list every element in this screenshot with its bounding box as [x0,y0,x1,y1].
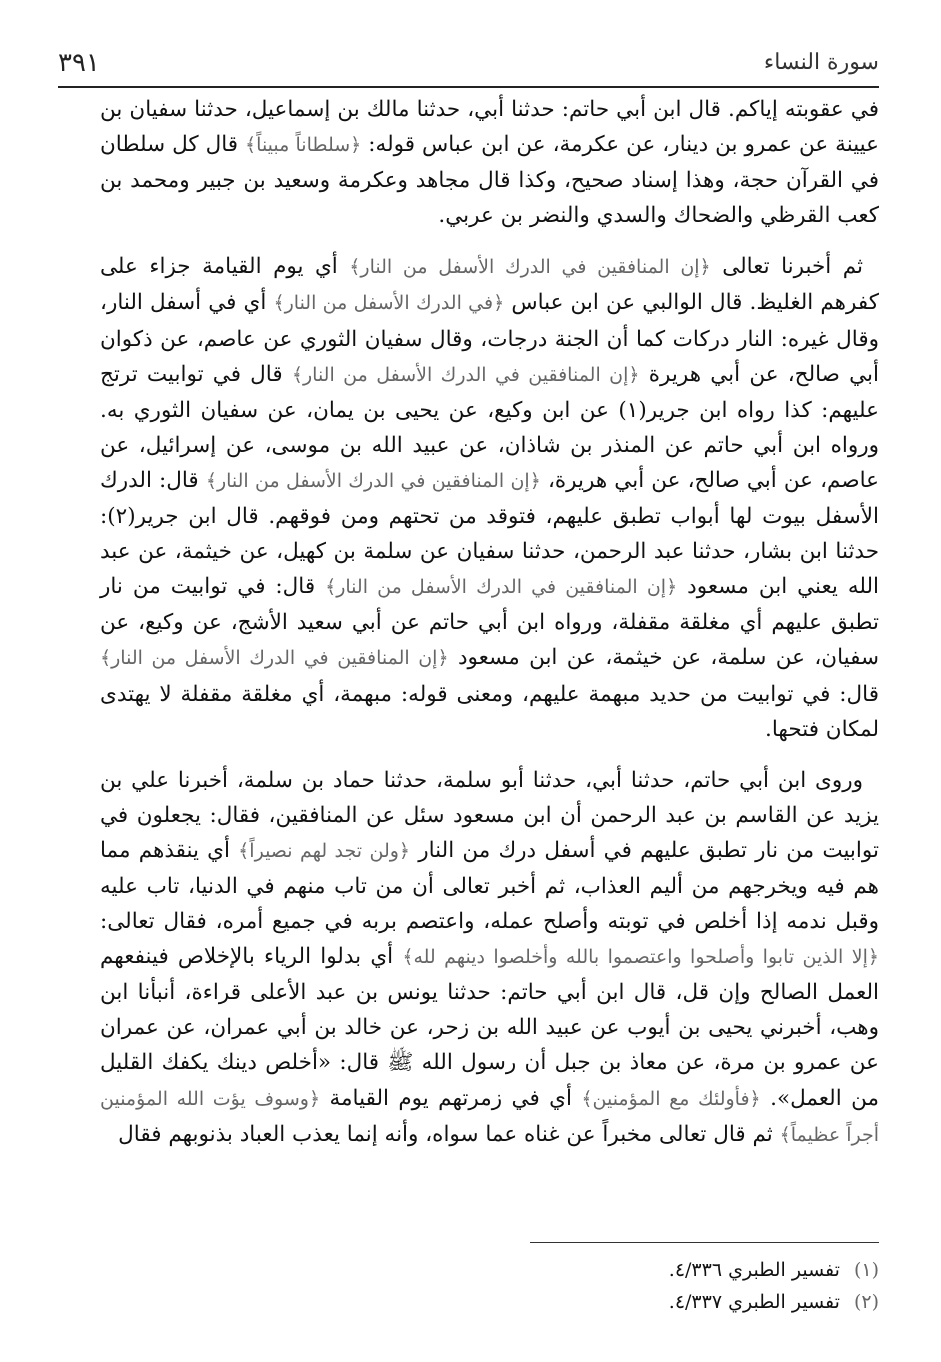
text-segment: أي في زمرتهم يوم القيامة [320,1085,582,1111]
quran-quote: ﴿سلطاناً مبيناً﴾ [245,134,362,157]
quran-quote: ﴿إن المنافقين في الدرك الأسفل من النار﴾ [100,647,449,670]
text-segment: ثم قال تعالى مخبراً عن غناه عما سواه، وأنه إنما يعذب العباد بذنوبهم فقال [118,1121,780,1147]
quran-quote: ﴿إن المنافقين في الدرك الأسفل من النار﴾ [349,256,711,279]
text-segment: في عقوبته إياكم. قال ابن أبي حاتم: حدثنا أبي، حدثنا مالك بن إسماعيل، حدثنا سفيان بن عيينة عن عمرو بن دينار، عن عكرمة، عن ابن عباس قوله: [100,97,879,158]
header-rule [58,86,879,88]
text-segment: وروى ابن أبي حاتم، حدثنا أبي، حدثنا أبو سلمة، حدثنا حماد بن سلمة، أخبرنا علي بن يزيد عن القاسم بن عبد الرحمن أن ابن مسعود سئل عن المنافقين، فقال: يجعلون في توابيت من نار تطبق عليهم في أسفل درك من النار [100,767,879,863]
paragraph [100,92,879,233]
quran-quote: ﴿إن المنافقين في الدرك الأسفل من النار﴾ [325,576,678,599]
footnote-text: تفسير الطبري ٤/٣٣٦. [668,1259,840,1281]
footnote [400,1254,879,1286]
text-segment: ثم أخبرنا تعالى [710,254,864,280]
text-segment: قال في توابيت ترتج عليهم: كذا رواه ابن جرير(١) عن ابن وكيع، عن يحيى بن يمان، عن سفيان الثوري به. ورواه ابن أبي حاتم عن المنذر بن شاذان، عن عبيد الله بن موسى، عن إسرائيل، عن عاصم، عن أبي صالح، عن أبي هريرة، [100,361,879,493]
text-segment: أي بدلوا الرياء بالإخلاص فينفعهم العمل الصالح وإن قل، قال ابن أبي حاتم: حدثنا يونس بن عبد الأعلى قراءة، أنبأنا ابن وهب، أخبرني يحيى بن أيوب عن عبيد الله بن زحر، عن خالد بن أبي عمران، عن عمران عن عمرو بن مرة، عن معاذ بن جبل أن رسول الله ﷺ قال: «أخلص دينك يكفك القليل من العمل». [100,944,879,1111]
footnote [400,1286,879,1318]
text-segment: أي في أسفل النار، وقال غيره: النار دركات كما أن الجنة درجات، وقال سفيان الثوري عن عاصم، عن ذكوان أبي صالح، عن أبي هريرة [100,290,880,387]
running-header [58,44,879,84]
text-segment: قال: في توابيت من حديد مبهمة عليهم، ومعنى قوله: مبهمة، أي مغلقة مقفلة لا يهتدى لمكان فتحها. [100,681,879,742]
quran-quote: ﴿إن المنافقين في الدرك الأسفل من النار﴾ [291,363,640,386]
quran-quote: ﴿إلا الذين تابوا وأصلحوا واعتصموا بالله وأخلصوا دينهم لله﴾ [402,946,879,969]
quran-quote: ﴿وسوف يؤت الله المؤمنين أجراً عظيماً﴾ [100,1087,879,1146]
surah-title: سورة النساء [763,50,879,75]
footnote-number: (١) [853,1259,879,1281]
footnote-rule [530,1242,879,1243]
text-segment: أي ينقذهم مما هم فيه ويخرجهم من أليم العذاب، ثم أخبر تعالى أن من تاب منهم في الدنيا، تاب عليه وقبل ندمه إذا أخلص في توبته وأصلح عمله، واعتصم بربه في جميع أمره، فقال تعالى: [100,837,879,935]
paragraph [100,763,879,1153]
quran-quote: ﴿فأولئك مع المؤمنين﴾ [581,1087,761,1110]
text-segment: أي يوم القيامة جزاء على كفرهم الغليظ. قال الوالبي عن ابن عباس [100,254,879,316]
text-segment: قال: الدرك الأسفل بيوت لها أبواب تطبق عليهم، فتوقد من تحتهم ومن فوقهم. قال ابن جرير(٢): حدثنا ابن بشار، حدثنا عبد الرحمن، حدثنا سفيان عن سلمة بن كهيل، عن خيثمة، عن عبد الله يعني ابن مسعود [100,467,880,600]
page-number: ٣٩١ [58,48,100,78]
quran-quote: ﴿إن المنافقين في الدرك الأسفل من النار﴾ [205,469,541,492]
paragraph [100,249,879,746]
text-segment: قال: في توابيت من نار تطبق عليهم أي مغلقة مقفلة، ورواه ابن أبي حاتم عن أبي سعيد الأشج، عن وكيع، عن سفيان، عن سلمة، عن خيثمة، عن ابن مسعود [100,574,880,671]
footnote-number: (٢) [853,1291,879,1313]
footnotes [400,1254,879,1318]
footnote-text: تفسير الطبري ٤/٣٣٧. [668,1291,840,1313]
main-text [100,92,879,1153]
text-segment: قال كل سلطان في القرآن حجة، وهذا إسناد صحيح، وكذا قال مجاهد وعكرمة وسعيد بن جبير ومحمد بن كعب القرظي والضحاك والسدي والنضر بن عربي. [100,132,879,229]
quran-quote: ﴿في الدرك الأسفل من النار﴾ [273,292,505,315]
quran-quote: ﴿ولن تجد لهم نصيراً﴾ [238,839,411,862]
